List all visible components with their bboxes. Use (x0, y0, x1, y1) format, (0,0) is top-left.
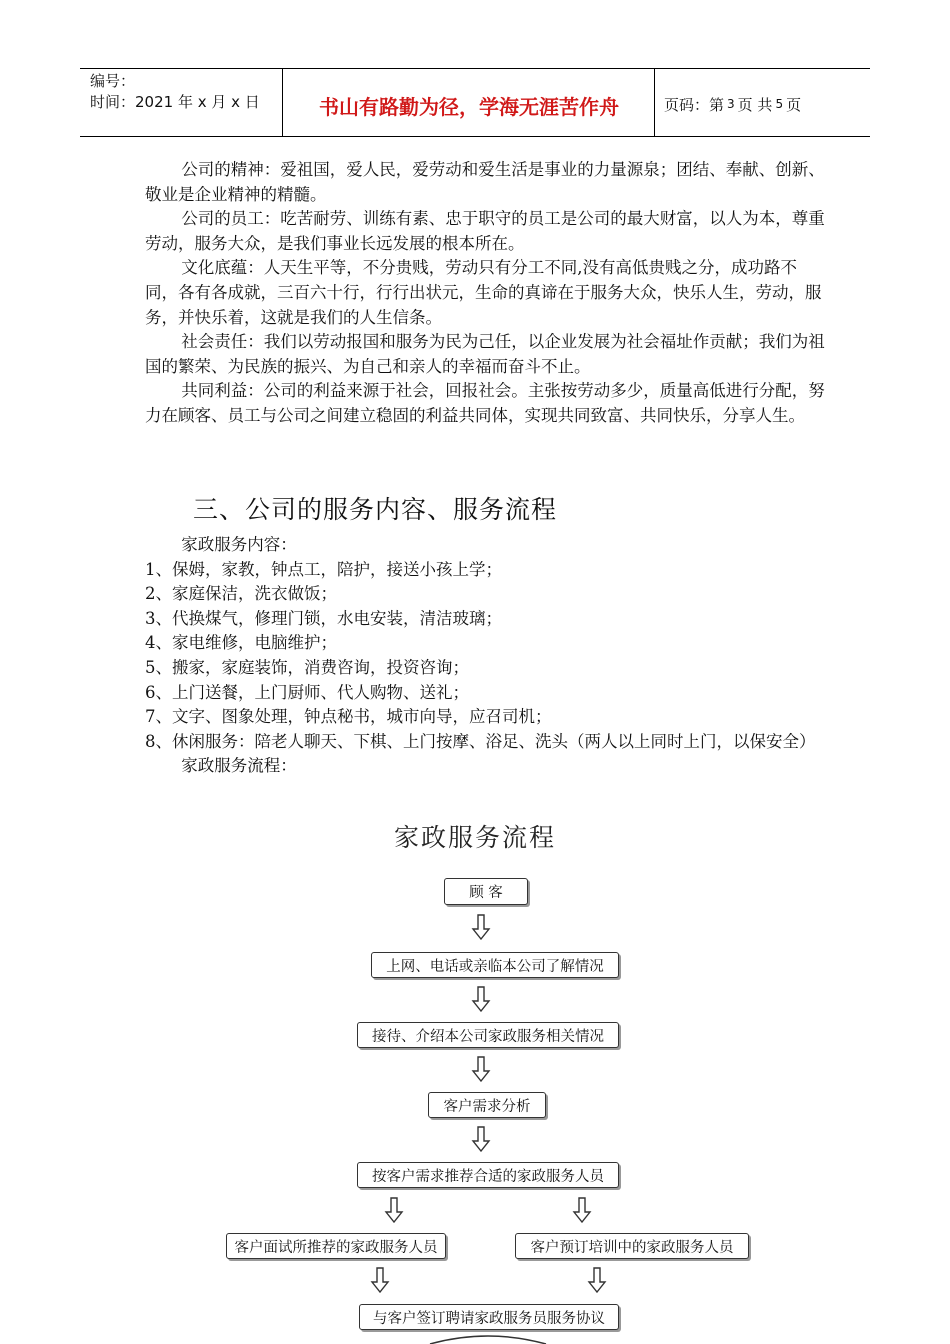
page-total: 5 (775, 97, 784, 111)
page-prefix: 页码：第 (664, 95, 725, 114)
flowchart-title: 家政服务流程 (393, 823, 556, 852)
list-item: 7、文字、图象处理，钟点秘书，城市向导，应召司机； (145, 707, 552, 727)
header-motto: 书山有路勤为径，学海无涯苦作舟 (319, 95, 619, 119)
flow-step-reception: 接待、介绍本公司家政服务相关情况 (357, 1022, 619, 1048)
page-current: 3 (727, 97, 735, 111)
paragraph-responsibility: 社会责任：我们以劳动报国和服务为民为己任，以企业发展为社会福址作贡献；我们为祖国的繁荣、为民族的振兴、为自己和亲人的幸福而奋斗不止。 (145, 332, 825, 376)
list-item: 4、家电维修，电脑维护； (145, 633, 337, 653)
flow-step-recommend: 按客户需求推荐合适的家政服务人员 (357, 1162, 619, 1188)
list-item: 2、家庭保洁，洗衣做饭； (145, 584, 337, 604)
number-label: 编号： (90, 72, 136, 90)
down-arrow-icon (473, 987, 489, 1011)
down-arrow-icon (473, 1127, 489, 1151)
down-arrow-icon (589, 1268, 605, 1292)
flow-step-customer: 顾 客 (444, 878, 528, 905)
flow-step-reserve: 客户预订培训中的家政服务人员 (515, 1233, 749, 1259)
section-title: 三、公司的服务内容、服务流程 (193, 495, 558, 524)
paragraph-culture: 文化底蕴：人天生平等，不分贵贱，劳动只有分工不同,没有高低贵贱之分，成功路不同，各有各成就，三百六十行，行行出状元，生命的真谛在于服务大众，快乐人生，劳动，服务，并快乐着，这就是我们的人生信条。 (145, 258, 822, 327)
flow-step-interview: 客户面试所推荐的家政服务人员 (226, 1233, 446, 1259)
flow-step-inquiry: 上网、电话或亲临本公司了解情况 (371, 952, 619, 978)
down-arrow-icon (372, 1268, 388, 1292)
paragraph-spirit: 公司的精神：爱祖国，爱人民，爱劳动和爱生活是事业的力量源泉；团结、奉献、创新、敬业是企业精神的精髓。 (145, 160, 825, 204)
paragraph-staff: 公司的员工：吃苦耐劳、训练有素、忠于职守的员工是公司的最大财富，以人为本，尊重劳动，服务大众，是我们事业长远发展的根本所在。 (145, 209, 825, 253)
down-arrow-icon (473, 915, 489, 939)
flow-intro: 家政服务流程： (181, 756, 297, 776)
next-shape-fragment (430, 1336, 546, 1344)
list-item: 6、上门送餐，上门厨师、代人购物、送礼； (145, 682, 469, 702)
list-item: 3、代换煤气，修理门锁，水电安装，清洁玻璃； (145, 608, 502, 628)
down-arrow-icon (574, 1198, 590, 1222)
paragraph-interest: 共同利益：公司的利益来源于社会，回报社会。主张按劳动多少，质量高低进行分配，努力在顾客、员工与公司之间建立稳固的利益共同体，实现共同致富、共同快乐，分享人生。 (145, 381, 825, 425)
time-label: 时间：2021 年 x 月 x 日 (90, 93, 260, 111)
list-item: 5、搬家，家庭装饰，消费咨询，投资咨询； (145, 657, 469, 677)
list-item: 1、保姆，家教，钟点工，陪护，接送小孩上学； (145, 559, 502, 579)
flow-step-needs-analysis: 客户需求分析 (428, 1092, 546, 1118)
services-intro: 家政服务内容： (181, 535, 297, 554)
flow-step-contract: 与客户签订聘请家政服务员服务协议 (359, 1304, 619, 1330)
page-mid: 页 共 (737, 95, 773, 114)
page-suffix: 页 (786, 95, 802, 114)
down-arrow-icon (473, 1057, 489, 1081)
down-arrow-icon (386, 1198, 402, 1222)
list-item: 8、休闲服务：陪老人聊天、下棋、上门按摩、浴足、洗头（两人以上同时上门，以保安全） (145, 731, 816, 751)
